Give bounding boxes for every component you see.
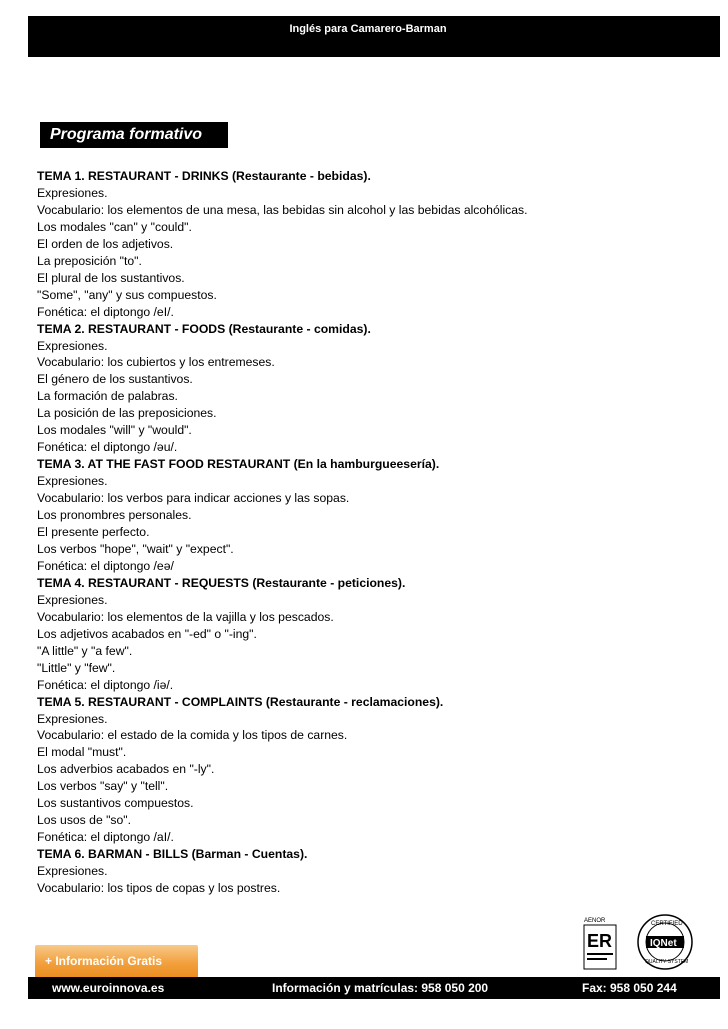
syllabus-line: El orden de los adjetivos. [37, 236, 174, 251]
quality-label: QUALITY SYSTEM [645, 959, 689, 965]
tema-heading: TEMA 3. AT THE FAST FOOD RESTAURANT (En la hamburgueesería). [37, 457, 440, 472]
syllabus-content [37, 168, 697, 897]
syllabus-line: La posición de las preposiciones. [37, 406, 217, 421]
iqnet-label: IQNet [650, 938, 677, 949]
syllabus-line: Fonética: el diptongo /aI/. [37, 830, 174, 845]
section-title: Programa formativo [40, 122, 228, 148]
tema-heading: TEMA 2. RESTAURANT - FOODS (Restaurante - comidas). [37, 321, 371, 336]
syllabus-line: "Little" y "few". [37, 660, 116, 675]
syllabus-line: La preposición "to". [37, 253, 142, 268]
syllabus-line: "A little" y "a few". [37, 643, 133, 658]
header-title: Inglés para Camarero-Barman [289, 23, 447, 35]
tema-heading: TEMA 6. BARMAN - BILLS (Barman - Cuentas). [37, 847, 308, 862]
syllabus-line: El modal "must". [37, 745, 127, 760]
info-gratis-button[interactable]: + Información Gratis [35, 945, 198, 978]
certified-label: CERTIFIED [651, 921, 683, 927]
syllabus-line: Los pronombres personales. [37, 508, 192, 523]
fax-number: Fax: 958 050 244 [582, 981, 677, 995]
syllabus-line: El presente perfecto. [37, 525, 150, 540]
syllabus-line: Vocabulario: los elementos de la vajilla y los pescados. [37, 609, 334, 624]
syllabus-line: Fonética: el diptongo /eə/ [37, 558, 174, 573]
syllabus-line: Los sustantivos compuestos. [37, 796, 194, 811]
syllabus-line: Los modales "can" y "could". [37, 219, 192, 234]
syllabus-line: Expresiones. [37, 185, 108, 200]
website-link[interactable]: www.euroinnova.es [52, 981, 165, 995]
iqnet-logo [638, 915, 692, 969]
er-mark: ER [587, 931, 613, 951]
syllabus-line: Vocabulario: los tipos de copas y los postres. [37, 881, 281, 896]
syllabus-line: Fonética: el diptongo /əu/. [37, 440, 178, 455]
aenor-er-logo [584, 918, 616, 969]
syllabus-line: Expresiones. [37, 592, 108, 607]
certification-logos [583, 913, 701, 971]
syllabus-line: Los usos de "so". [37, 813, 132, 828]
syllabus-line: Vocabulario: el estado de la comida y los tipos de carnes. [37, 728, 348, 743]
syllabus-line: El género de los sustantivos. [37, 372, 193, 387]
syllabus-line: Los verbos "hope", "wait" y "expect". [37, 541, 234, 556]
syllabus-line: Fonética: el diptongo /iə/. [37, 677, 174, 692]
syllabus-line: Expresiones. [37, 864, 108, 879]
tema-heading: TEMA 4. RESTAURANT - REQUESTS (Restaurante - peticiones). [37, 575, 406, 590]
tema-heading: TEMA 5. RESTAURANT - COMPLAINTS (Restaurante - reclamaciones). [37, 694, 444, 709]
syllabus-line: Expresiones. [37, 711, 108, 726]
syllabus-line: Vocabulario: los cubiertos y los entremeses. [37, 355, 275, 370]
syllabus-line: Vocabulario: los verbos para indicar acciones y las sopas. [37, 491, 350, 506]
tema-heading: TEMA 1. RESTAURANT - DRINKS (Restaurante - bebidas). [37, 169, 371, 183]
syllabus-line: El plural de los sustantivos. [37, 270, 185, 285]
aenor-label: AENOR [584, 918, 606, 924]
syllabus-line: La formación de palabras. [37, 389, 178, 404]
syllabus-line: Expresiones. [37, 474, 108, 489]
syllabus-line: Expresiones. [37, 338, 108, 353]
syllabus-line: Vocabulario: los elementos de una mesa, las bebidas sin alcohol y las bebidas alcohólicas. [37, 202, 528, 217]
syllabus-line: Los modales "will" y "would". [37, 423, 192, 438]
syllabus-line: "Some", "any" y sus compuestos. [37, 287, 217, 302]
header-bar [28, 16, 720, 57]
syllabus-line: Los adverbios acabados en "-ly". [37, 762, 215, 777]
syllabus-line: Los adjetivos acabados en "-ed" o "-ing". [37, 626, 257, 641]
syllabus-line: Los verbos "say" y "tell". [37, 779, 169, 794]
footer-bar [28, 977, 720, 999]
info-phone: Información y matrículas: 958 050 200 [272, 981, 489, 995]
syllabus-line: Fonética: el diptongo /eI/. [37, 304, 174, 319]
